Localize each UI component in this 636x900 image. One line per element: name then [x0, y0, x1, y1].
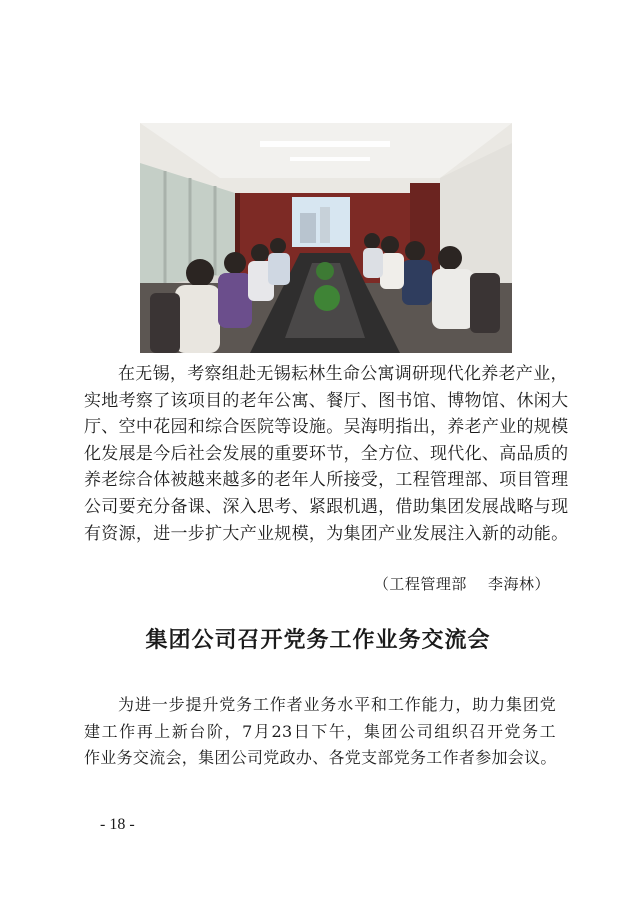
- paragraph-line: 厅、空中花园和综合医院等设施。吴海明指出，养老产业的规模: [84, 417, 569, 438]
- paragraph-line: 在无锡，考察组赴无锡耘林生命公寓调研现代化养老产业，: [118, 364, 568, 384]
- page-number: - 18 -: [100, 816, 135, 833]
- paragraph-line: 有资源，进一步扩大产业规模，为集团产业发展注入新的动能。: [84, 523, 569, 544]
- paragraph-line: 实地考察了该项目的老年公寓、餐厅、图书馆、博物馆、休闲大: [84, 390, 569, 411]
- paragraph-line: 作业务交流会，集团公司党政办、各党支部党务工作者参加会议。: [84, 748, 557, 768]
- article-2-title: 集团公司召开党务工作业务交流会: [145, 628, 491, 653]
- article-2-body: [84, 692, 556, 772]
- paragraph-line: 公司要充分备课、深入思考、紧跟机遇，借助集团发展战略与现: [84, 496, 569, 517]
- paragraph-line: 养老综合体被越来越多的老年人所接受，工程管理部、项目管理: [84, 470, 569, 491]
- paragraph-line: 建工作再上新台阶，7月23日下午，集团公司组织召开党务工: [84, 721, 556, 741]
- author-byline: （工程管理部 李海林）: [373, 575, 550, 593]
- meeting-photo: [140, 123, 512, 353]
- paragraph-line: 为进一步提升党务工作者业务水平和工作能力，助力集团党: [118, 695, 556, 714]
- article-1-body: [84, 361, 569, 547]
- meeting-room-illustration: [140, 123, 512, 353]
- paragraph-line: 化发展是今后社会发展的重要环节，全方位、现代化、高品质的: [84, 443, 569, 464]
